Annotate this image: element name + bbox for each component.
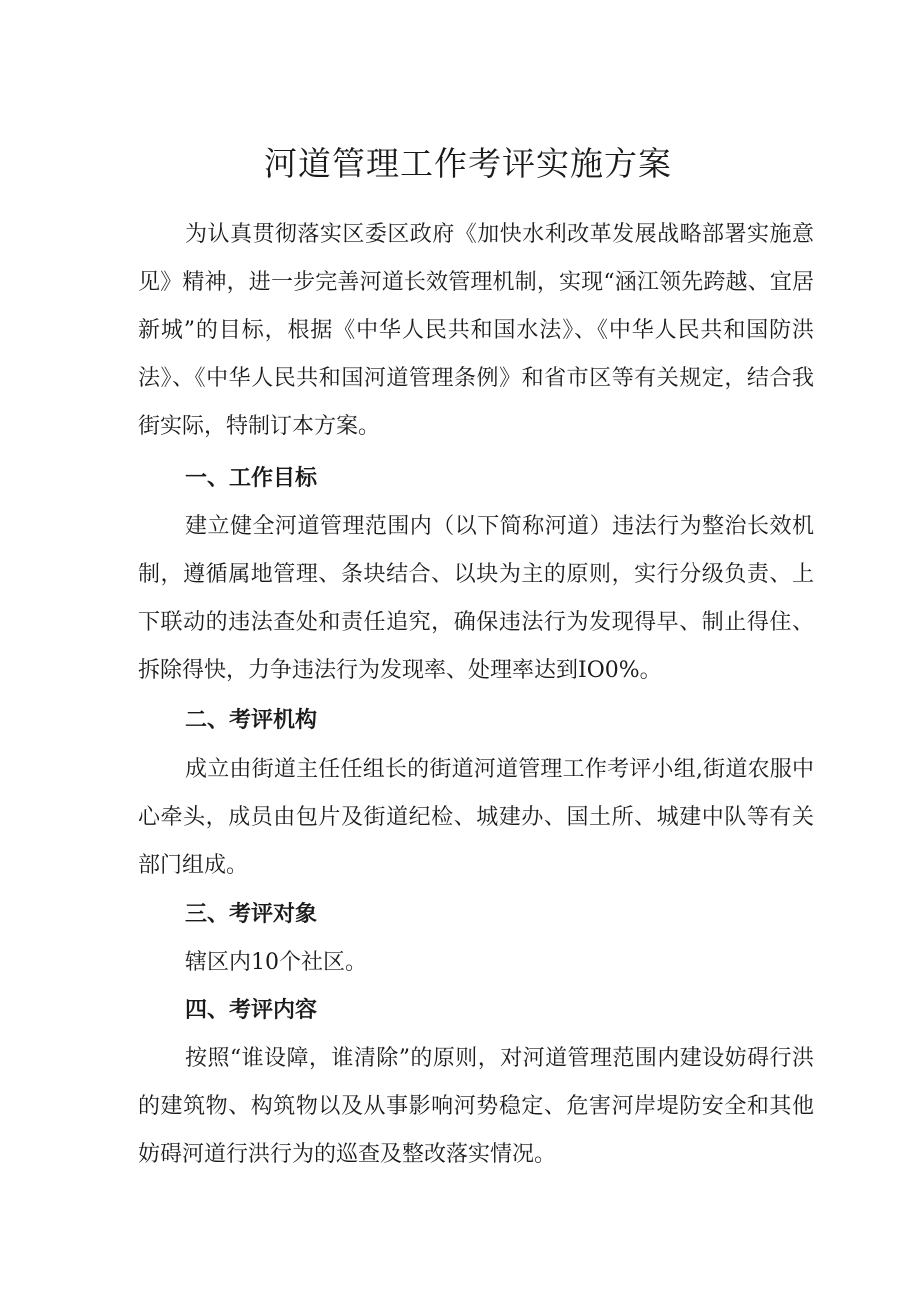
section-heading-content: 四、考评内容 [185, 998, 318, 1023]
section-heading-organization: 二、考评机构 [185, 708, 318, 733]
section-body-targets: 辖区内10个社区。 [185, 950, 367, 975]
section-body-organization: 成立由街道主任任组长的街道河道管理工作考评小组,街道农服中心牵头，成员由包片及街道纪检、城建办、国土所、城建中队等有关部门组成。 [138, 757, 814, 878]
document-title: 河道管理工作考评实施方案 [264, 144, 672, 183]
intro-paragraph: 为认真贯彻落实区委区政府《加快水利改革发展战略部署实施意见》精神，进一步完善河道长效管理机制，实现“涵江领先跨越、宜居新城”的目标，根据《中华人民共和国水法》、《中华人民共和国防洪法》、《中华人民共和国河道管理条例》和省市区等有关规定，结合我街实际，特制订本方案。 [138, 222, 814, 439]
section-heading-targets: 三、考评对象 [185, 902, 318, 927]
section-body-goals: 建立健全河道管理范围内（以下简称河道）违法行为整治长效机制，遵循属地管理、条块结合、以块为主的原则，实行分级负责、上下联动的违法查处和责任追究，确保违法行为发现得早、制止得住、拆除得快，力争违法行为发现率、处理率达到IO0%。 [138, 514, 814, 683]
section-body-content: 按照“谁设障，谁清除”的原则，对河道管理范围内建设妨碍行洪的建筑物、构筑物以及从事影响河势稳定、危害河岸堤防安全和其他妨碍河道行洪行为的巡查及整改落实情况。 [138, 1046, 814, 1167]
section-heading-goals: 一、工作目标 [185, 466, 318, 491]
